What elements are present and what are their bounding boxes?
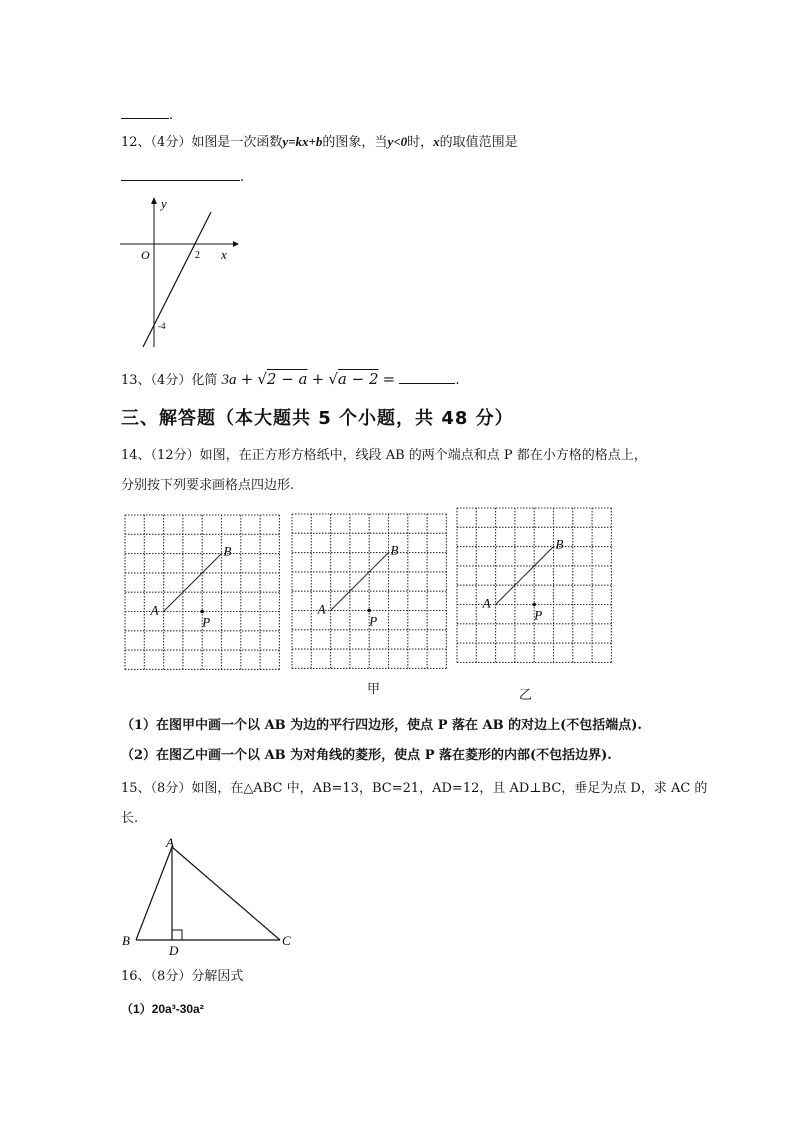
question-14-line2: 分别按下列要求画格点四边形.: [121, 478, 295, 493]
x-axis-arrow: [233, 241, 239, 247]
origin-label: O: [141, 248, 150, 262]
foot-d: D: [169, 943, 179, 958]
vertex-c: C: [282, 933, 291, 948]
q11-answer-line: .: [121, 104, 173, 125]
radical-2: a − 2: [337, 370, 379, 388]
segment-ab: [496, 547, 554, 605]
question-14-line1: 14、（12分）如图，在正方形方格纸中，线段 AB 的两个端点和点 P 都在小方格的格点上，: [121, 448, 647, 463]
question-12: 12、（4分）如图是一次函数y=kx+b的图象，当y<0时，x的取值范围是: [121, 134, 518, 150]
triangle-figure: [118, 835, 298, 960]
x-intercept-label: 2: [195, 250, 200, 261]
function-line: [143, 212, 211, 347]
vertex-b: B: [122, 933, 130, 948]
question-16-part-1: （1）20a³-30a²: [121, 1002, 204, 1016]
answer-blank: [121, 166, 240, 181]
side-ab: [136, 847, 172, 940]
label-a: A: [317, 601, 326, 617]
linear-function-graph: [115, 192, 240, 352]
answer-blank: [399, 369, 455, 384]
grid-figures: [118, 505, 618, 675]
point-p: [200, 610, 204, 614]
label-p: P: [369, 613, 378, 629]
right-angle-mark: [172, 930, 182, 940]
x-axis-label: x: [221, 247, 227, 262]
grid-yi: [457, 508, 611, 662]
grid-middle: [292, 514, 446, 668]
grid-jia: [125, 515, 279, 669]
q12-answer-line: .: [121, 166, 244, 187]
question-15-line1: 15、（8分）如图，在△ABC 中，AB=13，BC=21，AD=12，且 AD⊥BC，垂足为点 D，求 AC 的: [121, 781, 708, 796]
segment-ab: [331, 553, 389, 611]
question-16: 16、（8分）分解因式: [121, 969, 244, 984]
label-a: A: [150, 602, 159, 618]
y-axis-label: y: [161, 196, 167, 211]
question-14-part-1: （1）在图甲中画一个以 AB 为边的平行四边形，使点 P 落在 AB 的对边上(不包括端点).: [121, 718, 642, 733]
label-b: B: [390, 542, 399, 558]
segment-ab: [164, 554, 222, 612]
section-heading: 三、解答题（本大题共 5 个小题，共 48 分）: [121, 408, 514, 429]
y-intercept-label: -4: [158, 321, 166, 331]
y-axis-arrow: [151, 197, 157, 204]
caption-yi: 乙: [519, 688, 533, 703]
question-15-line2: 长.: [121, 811, 139, 826]
question-13: 13、（4分）化简 3a + √2 − a + √a − 2 = .: [121, 370, 460, 388]
point-p: [532, 603, 536, 607]
label-p: P: [534, 607, 543, 623]
label-p: P: [202, 614, 211, 630]
vertex-a: A: [166, 835, 174, 850]
label-b: B: [555, 536, 564, 552]
label-a: A: [482, 595, 491, 611]
question-14-part-2: （2）在图乙中画一个以 AB 为对角线的菱形，使点 P 落在菱形的内部(不包括边界).: [121, 748, 612, 763]
label-b: B: [223, 543, 232, 559]
answer-blank: [121, 104, 169, 119]
radical-1: 2 − a: [266, 370, 308, 388]
caption-jia: 甲: [367, 682, 381, 697]
side-ac: [172, 847, 280, 940]
point-p: [367, 609, 371, 613]
